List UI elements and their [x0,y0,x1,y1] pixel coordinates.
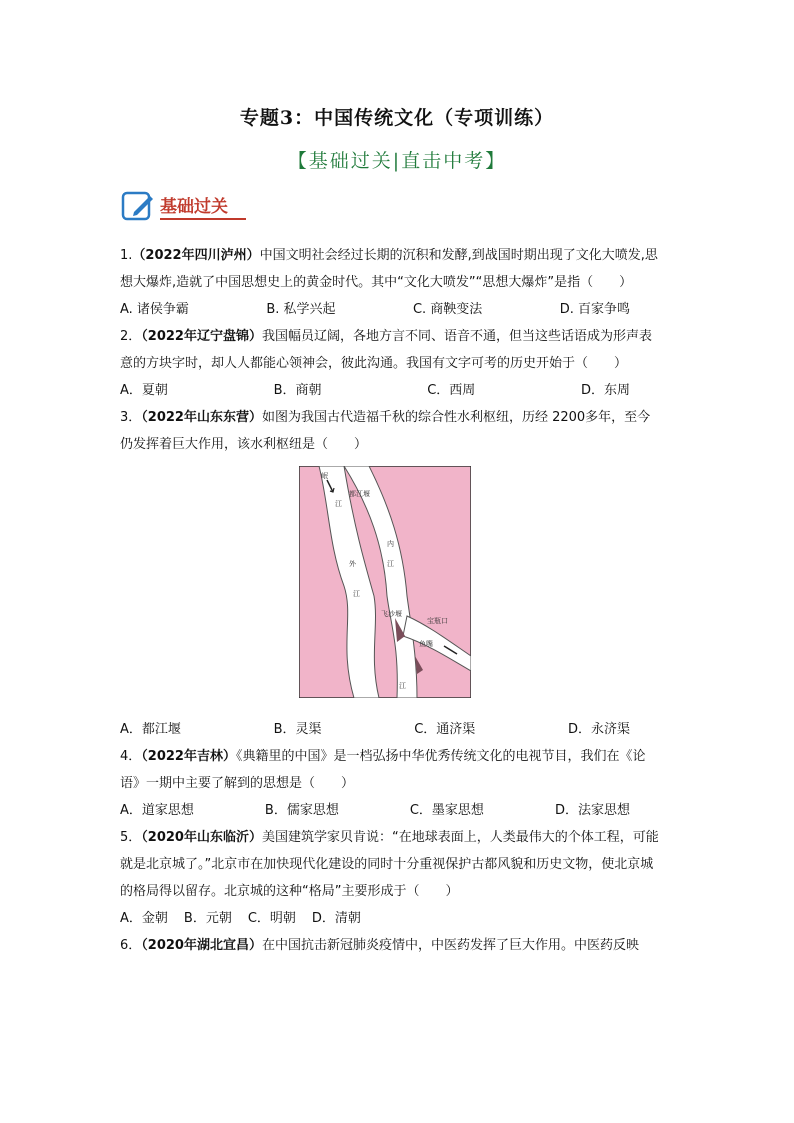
option-c: C．明朝 [247,911,296,926]
map-label: 江 [399,682,406,690]
option-b: B．儒家思想 [264,803,339,818]
option-c: C．西周 [427,383,476,398]
dujiangyan-map [299,466,471,698]
question-source: （2020年湖北宜昌） [141,938,262,953]
question-5-options [120,905,660,932]
question-number: 6． [120,938,142,953]
question-number: 4． [120,749,142,764]
map-label: 宝瓶口 [427,617,448,625]
option-a: A. 诸侯争霸 [120,302,189,317]
question-text: 《典籍里的中国》是一档弘扬中华优秀传统文化的电视节目，我们在《论语》一期中主要了解到的思想是（ ） [120,749,646,791]
question-text: 在中国抗击新冠肺炎疫情中，中医药发挥了巨大作用。中医药反映 [261,938,639,953]
option-c: C. 商鞅变法 [412,302,483,317]
option-b: B．商朝 [273,383,322,398]
page-subtitle: 【基础过关|直击中考】 [287,150,507,172]
option-d: D．清朝 [311,911,361,926]
question-text: 中国文明社会经过长期的沉积和发酵,到战国时期出现了文化大喷发,思想大爆炸,造就了中国思想史上的黄金时代。其中“文化大喷发”“思想大爆炸”是指（ ） [120,248,658,290]
question-number: 5． [120,830,142,845]
map-label: 江 [335,500,342,508]
question-source: （2020年山东临沂） [141,830,262,845]
map-label: 鱼嘴 [419,640,433,648]
option-a: A．金朝 [120,911,168,926]
section-badge [120,188,250,228]
question-number: 3． [120,410,142,425]
map-label: 内 [387,540,394,548]
option-b: B．元朝 [183,911,232,926]
section-label: 基础过关 [160,197,228,217]
option-a: A．都江堰 [120,722,181,737]
question-5 [120,824,660,905]
question-2-options [120,377,660,404]
question-4-options [120,797,660,824]
question-6 [120,932,660,959]
question-list [120,242,660,959]
map-label: 江 [387,560,394,568]
section-underline [160,218,246,220]
question-3 [120,404,660,458]
question-1 [120,242,660,296]
pencil-edit-icon [120,188,156,224]
question-2 [120,323,660,377]
option-b: B．灵渠 [273,722,322,737]
question-source: （2022年四川泸州） [132,248,260,263]
map-label: 都江堰 [349,490,370,498]
option-d: D．东周 [580,383,630,398]
question-number: 1. [120,248,133,263]
question-text: 我国幅员辽阔，各地方言不同、语音不通，但当这些话语成为形声表意的方块字时，却人人都能心领神会，彼此沟通。我国有文字可考的历史开始于（ ） [120,329,652,371]
map-label: 飞沙堰 [381,610,402,618]
option-c: C．墨家思想 [409,803,484,818]
question-source: （2022年辽宁盘锦） [141,329,262,344]
question-text: 美国建筑学家贝肯说：“在地球表面上，人类最伟大的个体工程，可能就是北京城了。”北京市在加快现代化建设的同时十分重视保护古都风貌和历史文物，使北京城的格局得以留存。北京城的这种“格局”主要形成于（ ） [120,830,659,899]
option-b: B. 私学兴起 [266,302,336,317]
option-a: A．道家思想 [120,803,194,818]
option-a: A．夏朝 [120,383,168,398]
map-label: 江 [353,590,360,598]
question-3-options [120,716,660,743]
question-number: 2． [120,329,142,344]
page-title: 专题3：中国传统文化（专项训练） [239,107,555,129]
option-d: D．永济渠 [567,722,630,737]
option-d: D．法家思想 [554,803,630,818]
question-source: （2022年吉林） [141,749,236,764]
option-c: C．通济渠 [414,722,476,737]
question-source: （2022年山东东营） [141,410,262,425]
question-1-options [120,296,660,323]
question-text: 如图为我国古代造福千秋的综合性水利枢纽，历经 2200多年，至今仍发挥着巨大作用，该水利枢纽是（ ） [120,410,651,452]
map-label: 岷 [321,472,328,480]
option-d: D. 百家争鸣 [559,302,630,317]
map-label: 外 [349,560,356,568]
question-4 [120,743,660,797]
